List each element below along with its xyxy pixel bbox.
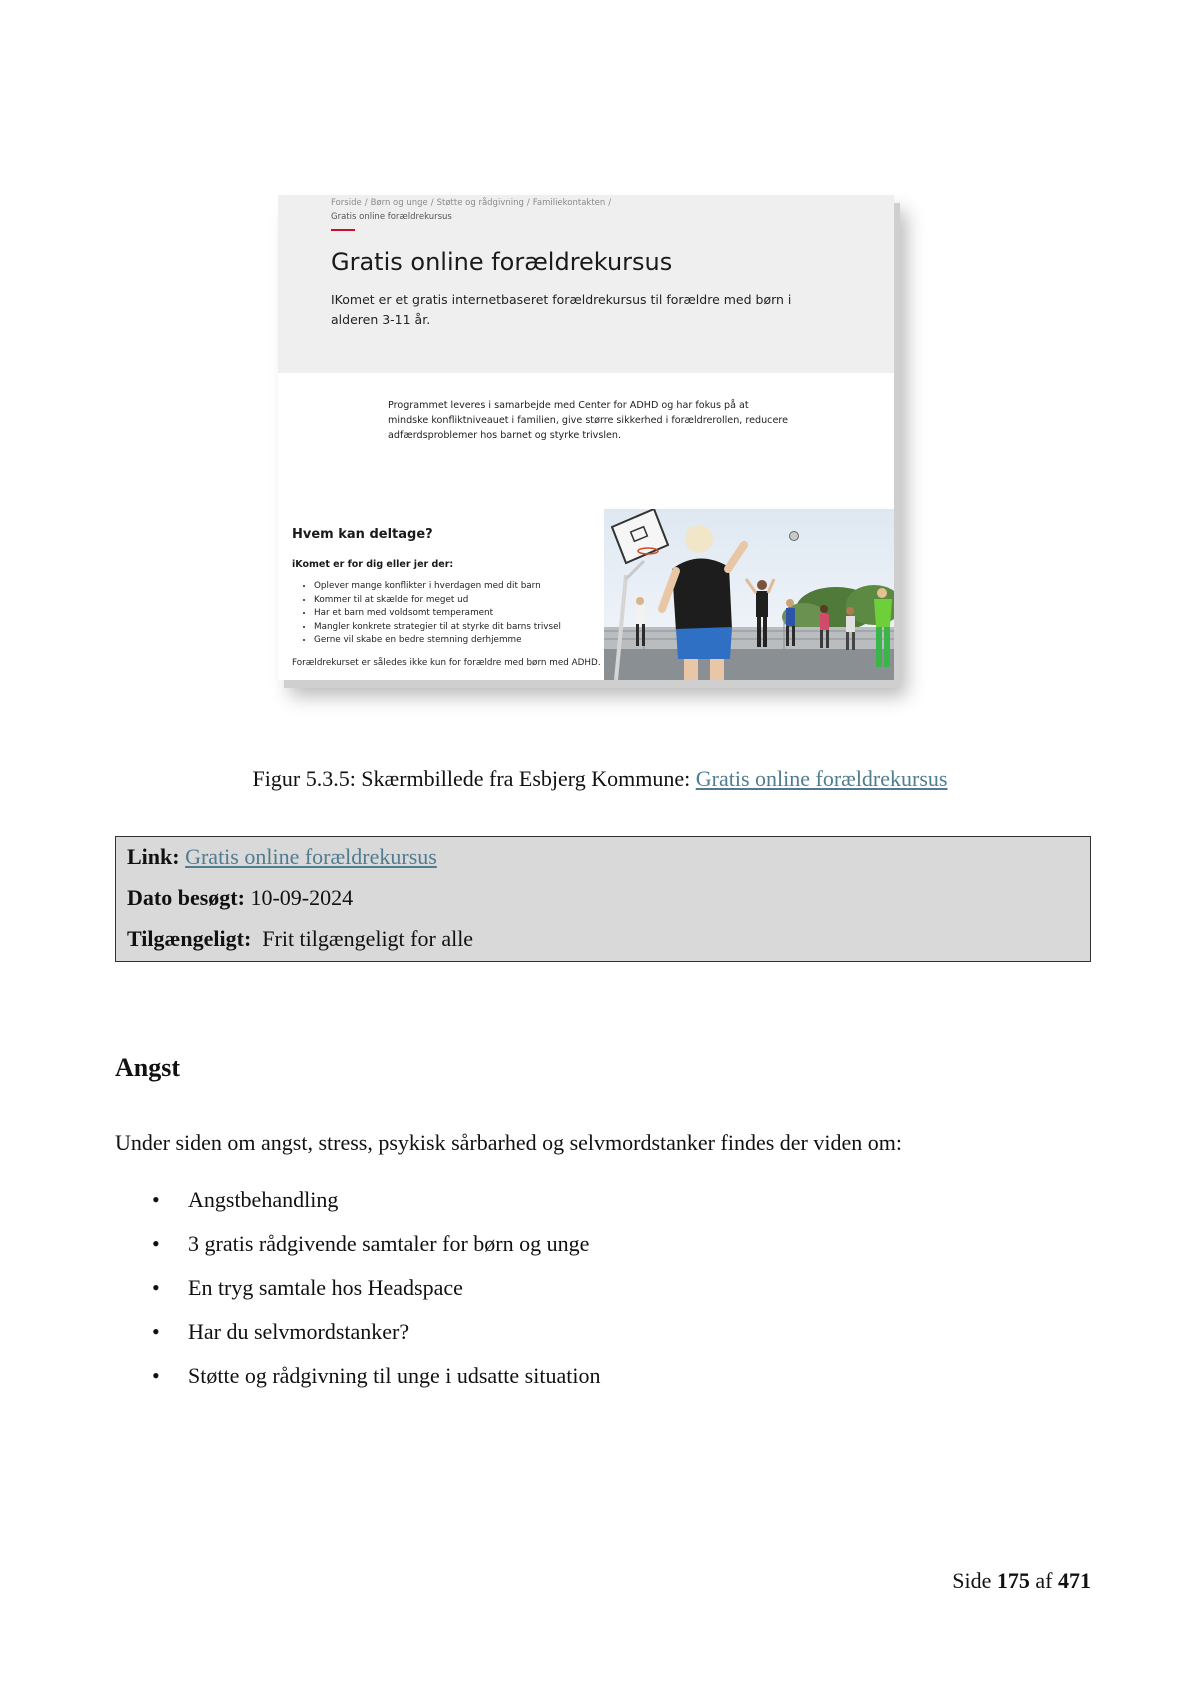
info-link[interactable]: Gratis online forældrekursus — [185, 844, 437, 869]
screenshot-subheading: iKomet er for dig eller jer der: — [292, 559, 454, 570]
page-number-middle: af — [1035, 1568, 1053, 1593]
breadcrumb-item: Familiekontakten — [532, 198, 606, 208]
info-date-value: 10-09-2024 — [250, 885, 354, 910]
info-access-label: Tilgængeligt: — [127, 926, 252, 951]
breadcrumb-item: Børn og unge — [370, 198, 428, 208]
screenshot-intro: Programmet leveres i samarbejde med Center for ADHD og har fokus på at mindske konfliktniveauet i familien, give større sikkerhed i forældrerollen, reducere adfærdsproblemer hos barnet og styrke trivslen. — [388, 400, 788, 441]
page-number-prefix: Side — [952, 1568, 992, 1593]
website-screenshot — [278, 195, 894, 680]
caption-link[interactable]: Gratis online forældrekursus — [695, 766, 948, 791]
breadcrumb-item: Forside — [331, 198, 362, 208]
screenshot-section-heading: Hvem kan deltage? — [292, 527, 433, 542]
figure-caption — [0, 766, 1200, 792]
breadcrumb-accent-line — [331, 229, 355, 231]
screenshot-list-item: • Gerne vil skabe en bedre stemning derhjemme — [314, 634, 561, 648]
caption-text: Figur 5.3.5: Skærmbillede fra Esbjerg Kommune: — [252, 766, 696, 791]
section-paragraph: Under siden om angst, stress, psykisk sårbarhed og selvmordstanker findes der viden om: — [115, 1130, 902, 1155]
info-access-value: Frit tilgængeligt for alle — [262, 926, 474, 951]
info-link-row — [127, 844, 437, 870]
section-heading: Angst — [115, 1053, 181, 1082]
source-info-box — [115, 836, 1091, 962]
info-link-label: Link: — [127, 844, 180, 869]
screenshot-hero — [278, 195, 894, 373]
breadcrumb-current: Gratis online forældrekursus — [331, 212, 452, 222]
info-date-label: Dato besøgt: — [127, 885, 245, 910]
list-item: • En tryg samtale hos Headspace — [115, 1271, 600, 1315]
website-screenshot-figure — [278, 195, 894, 680]
list-item: • Har du selvmordstanker? — [115, 1315, 600, 1359]
info-date-row — [127, 885, 353, 911]
section-bullet-list — [115, 1183, 600, 1403]
screenshot-breadcrumb: Forside / Børn og unge / Støtte og rådgivning / Familiekontakten / — [331, 198, 612, 208]
basketball-photo — [604, 509, 894, 680]
list-item: • Støtte og rådgivning til unge i udsatte situation — [115, 1359, 600, 1403]
list-item: • 3 gratis rådgivende samtaler for børn og unge — [115, 1227, 600, 1271]
screenshot-lead: IKomet er et gratis internetbaseret forældrekursus til forældre med børn i alderen 3-11 år. — [331, 292, 792, 327]
page-number-total: 471 — [1058, 1568, 1091, 1593]
screenshot-title: Gratis online forældrekursus — [331, 248, 673, 276]
screenshot-list — [292, 580, 561, 648]
screenshot-list-item: • Oplever mange konflikter i hverdagen med dit barn — [314, 580, 561, 594]
breadcrumb-item: Støtte og rådgivning — [436, 198, 524, 208]
info-access-row — [127, 926, 473, 952]
screenshot-list-item: • Har et barn med voldsomt temperament — [314, 607, 561, 621]
page-number — [952, 1568, 1091, 1594]
page-number-current: 175 — [996, 1568, 1030, 1593]
screenshot-list-item: • Kommer til at skælde for meget ud — [314, 594, 561, 608]
screenshot-note: Forældrekurset er således ikke kun for forældre med børn med ADHD. — [292, 658, 601, 668]
list-item: • Angstbehandling — [115, 1183, 600, 1227]
screenshot-list-item: • Mangler konkrete strategier til at styrke dit barns trivsel — [314, 621, 561, 635]
